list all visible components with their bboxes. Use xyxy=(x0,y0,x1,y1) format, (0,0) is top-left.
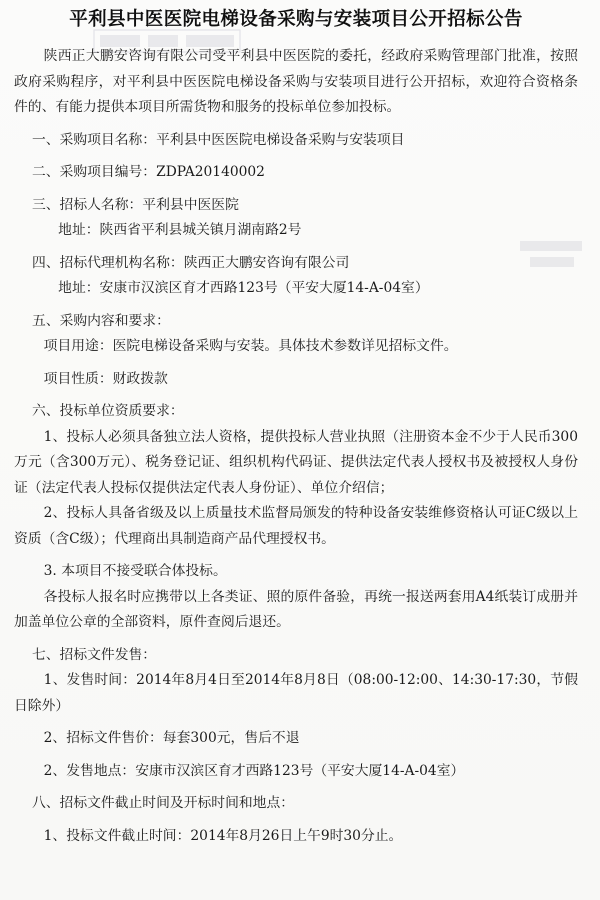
section-6-note: 各投标人报名时应携带以上各类证、照的原件备验，再统一报送两套用A4纸装订成册并加盖单位公章的全部资料，原件查阅后退还。 xyxy=(14,588,578,630)
section-1-project-name: 一、采购项目名称：平利县中医医院电梯设备采购与安装项目 xyxy=(31,131,405,148)
section-6-item-1: 1、投标人必须具备独立法人资格，提供投标人营业执照（注册资本金不少于人民币300万元（含300万元）、税务登记证、组织机构代码证、提供法定代表人授权书及被授权人身份证（法定代表人投标仅提供法定代表人身份证）、单位介绍信； xyxy=(14,428,578,496)
section-8-deadline: 1、投标文件截止时间：2014年8月26日上午9时30分止。 xyxy=(43,827,403,844)
section-7-sale-time: 1、发售时间：2014年8月4日至2014年8月8日（08:00-12:00、14:30-17:30，节假日除外） xyxy=(14,672,578,714)
section-5-project-use: 项目用途：医院电梯设备采购与安装。具体技术参数详见招标文件。 xyxy=(43,338,458,354)
section-5-project-nature: 项目性质：财政拨款 xyxy=(43,370,168,387)
document-title: 平利县中医医院电梯设备采购与安装项目公开招标公告 xyxy=(69,9,523,30)
section-3-tenderer-address: 地址：陕西省平利县城关镇月湖南路2号 xyxy=(58,222,302,238)
section-6-heading: 六、投标单位资质要求： xyxy=(31,403,184,419)
section-7-sale-location: 2、发售地点：安康市汉滨区育才西路123号（平安大厦14-A-04室） xyxy=(43,762,465,779)
section-5-heading: 五、采购内容和要求： xyxy=(31,312,170,329)
section-4-agency-name: 四、招标代理机构名称：陕西正大鹏安咨询有限公司 xyxy=(31,254,350,271)
section-7-heading: 七、招标文件发售： xyxy=(31,646,157,663)
section-6-item-3: 3. 本项目不接受联合体投标。 xyxy=(43,563,227,579)
section-6-item-2: 2、投标人具备省级及以上质量技术监督局颁发的特种设备安装维修资格认可证C级以上资质（含C级）；代理商出具制造商产品代理授权书。 xyxy=(14,505,578,547)
section-7-price: 2、招标文件售价：每套300元，售后不退 xyxy=(43,730,300,746)
section-3-tenderer-name: 三、招标人名称：平利县中医医院 xyxy=(31,196,239,213)
intro-paragraph: 陕西正大鹏安咨询有限公司受平利县中医医院的委托，经政府采购管理部门批准，按照政府采购程序，对平利县中医医院电梯设备采购与安装项目进行公开招标，欢迎符合资格条件的、有能力提供本项目所需货物和服务的投标单位参加投标。 xyxy=(14,48,578,115)
section-8-heading: 八、招标文件截止时间及开标时间和地点： xyxy=(31,795,295,811)
section-2-project-number: 二、采购项目编号：ZDPA20140002 xyxy=(31,164,265,180)
section-4-agency-address: 地址：安康市汉滨区育才西路123号（平安大厦14-A-04室） xyxy=(58,280,429,296)
